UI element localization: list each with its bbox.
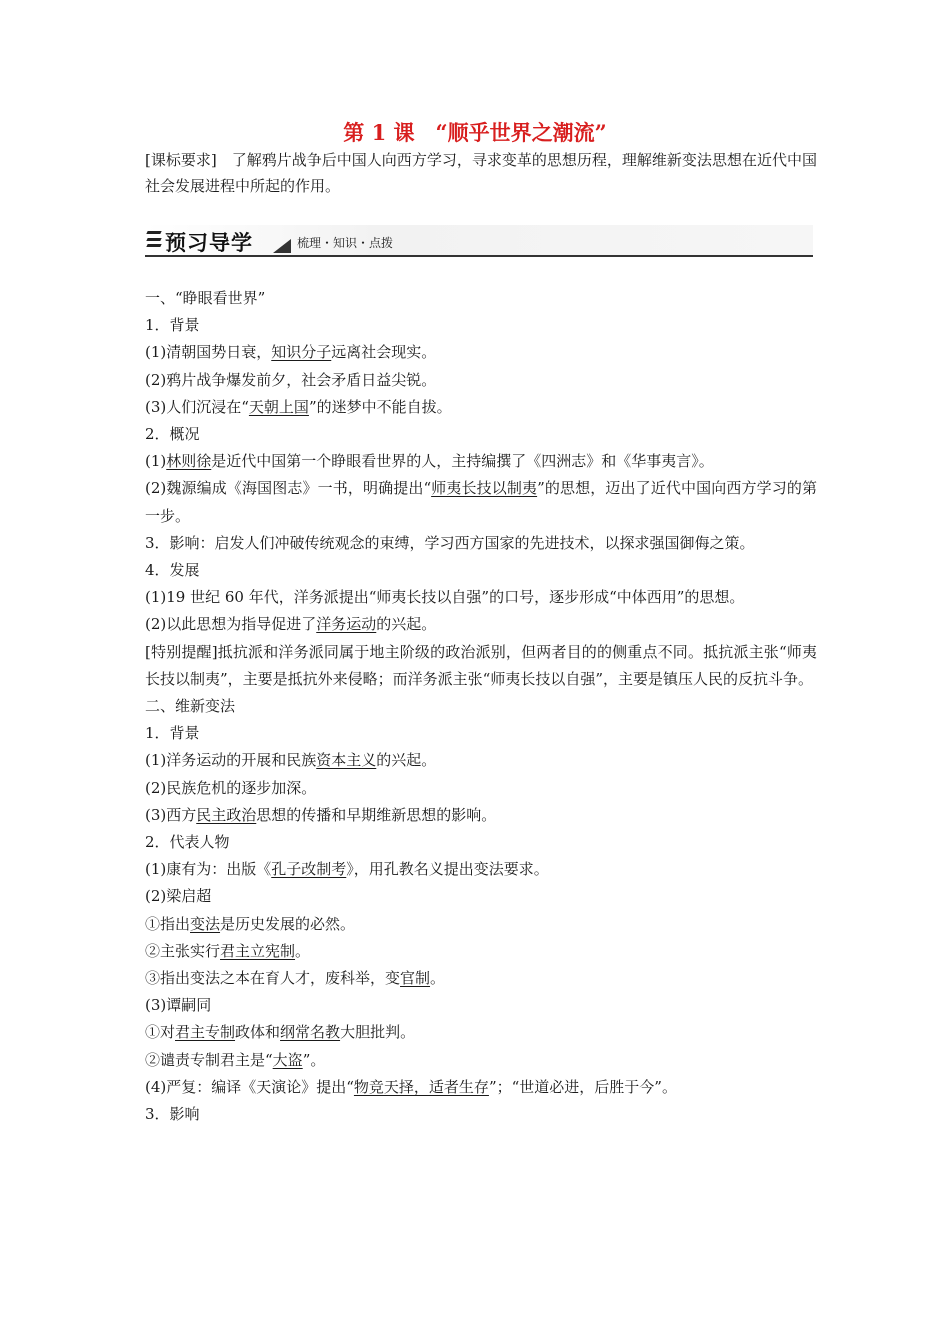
answer-blank: 洋务运动 (316, 615, 377, 634)
lesson-title: 第 1 课 “顺乎世界之潮流” (343, 120, 607, 145)
text-segment: 是近代中国第一个睁眼看世界的人，主持编撰了《四洲志》和《华事夷言》。 (211, 452, 714, 471)
text-segment: (2)魏源编成《海国图志》一书，明确提出“ (145, 479, 432, 498)
text-segment: 4．发展 (145, 561, 200, 580)
text-segment: (4)严复：编译《天演论》提出“ (145, 1077, 354, 1096)
curriculum-requirement (145, 147, 817, 199)
text-segment: 2．代表人物 (145, 833, 230, 852)
text-segment: ②谴责专制君主是“ (145, 1050, 273, 1069)
text-segment: 大胆批判。 (340, 1023, 416, 1042)
answer-blank: 纲常名教 (280, 1023, 341, 1042)
text-line (145, 1019, 817, 1046)
answer-blank: 官制 (400, 969, 431, 988)
answer-blank: 民主政治 (196, 805, 257, 824)
text-line (145, 611, 817, 638)
answer-blank: 师夷长技以制夷 (431, 479, 538, 498)
text-segment: 的兴起。 (376, 751, 437, 770)
text-line (145, 720, 817, 747)
answer-blank: 天朝上国 (248, 397, 309, 416)
text-segment: (2)民族危机的逐步加深。 (145, 778, 317, 797)
text-segment: [特别提醒]抵抗派和洋务派同属于地主阶级的政治派别，但两者目的的侧重点不同。抵抗派主张“师夷长技以制夷”，主要是抵抗外来侵略；而洋务派主张“师夷长技以自强”，主要是镇压人民的反抗斗争。 (145, 642, 817, 688)
text-segment: ②主张实行 (145, 941, 221, 960)
text-line (145, 448, 817, 475)
text-segment: (1)洋务运动的开展和民族 (145, 751, 317, 770)
text-line (145, 965, 817, 992)
text-segment: 思想的传播和早期维新思想的影响。 (256, 805, 497, 824)
text-line (145, 339, 817, 366)
text-line (145, 584, 817, 611)
text-segment: (3)人们沉浸在“ (145, 397, 249, 416)
text-line (145, 367, 817, 394)
answer-blank: 知识分子 (271, 343, 332, 362)
text-segment: ”的思想，迈出了近代中国向西方学习的第一步。 (145, 479, 817, 525)
text-line (145, 856, 817, 883)
text-line (145, 802, 817, 829)
text-segment: 3．影响 (145, 1105, 200, 1124)
text-line (145, 883, 817, 910)
text-segment: 2．概况 (145, 425, 200, 444)
text-segment: 。 (430, 969, 446, 988)
text-segment: 二、维新变法 (145, 697, 236, 716)
text-segment: ”；“世道必进，后胜于今”。 (488, 1077, 677, 1096)
answer-blank: 变法 (190, 914, 221, 933)
text-line (145, 639, 817, 693)
text-segment: (2)鸦片战争爆发前夕，社会矛盾日益尖锐。 (145, 370, 437, 389)
text-segment: 》，用孔教名义提出变法要求。 (346, 860, 549, 879)
text-segment: 3．影响：启发人们冲破传统观念的束缚，学习西方国家的先进技术，以探求强国御侮之策。 (145, 533, 755, 552)
banner-subtitle: 梳理・知识・点拨 (297, 236, 394, 250)
text-line (145, 421, 817, 448)
text-line (145, 312, 817, 339)
text-line (145, 1074, 817, 1101)
banner-stripes-icon (147, 231, 161, 247)
requirement-tag: [课标要求] (145, 151, 217, 169)
text-line (145, 285, 817, 312)
text-line (145, 829, 817, 856)
text-segment: ③指出变法之本在育人才，废科举，变 (145, 969, 401, 988)
text-line (145, 530, 817, 557)
text-segment: 的兴起。 (376, 615, 437, 634)
text-segment: (3)西方 (145, 805, 197, 824)
text-segment: (2)梁启超 (145, 887, 212, 906)
text-segment: 远离社会现实。 (331, 343, 437, 362)
text-segment: 1．背景 (145, 724, 200, 743)
banner-triangle-icon (273, 239, 291, 253)
text-line (145, 557, 817, 584)
text-line (145, 747, 817, 774)
answer-blank: 林则徐 (166, 452, 212, 471)
text-segment: (1)康有为：出版《 (145, 860, 272, 879)
text-segment: 政体和 (235, 1023, 281, 1042)
text-line (145, 693, 817, 720)
answer-blank: 物竞天择，适者生存 (353, 1077, 489, 1096)
text-line (145, 938, 817, 965)
text-line (145, 911, 817, 938)
text-segment: 1．背景 (145, 316, 200, 335)
answer-blank: 君主专制 (175, 1023, 236, 1042)
banner-title: 预习导学 (165, 231, 253, 255)
document-body (145, 285, 817, 1128)
answer-blank: 资本主义 (316, 751, 377, 770)
text-segment: (1)清朝国势日衰， (145, 343, 272, 362)
text-line (145, 475, 817, 529)
text-segment: (1)19 世纪 60 年代，洋务派提出“师夷长技以自强”的口号，逐步形成“中体西用”的思想。 (145, 588, 745, 607)
text-segment: ”。 (302, 1050, 326, 1069)
requirement-text: 了解鸦片战争后中国人向西方学习，寻求变革的思想历程，理解维新变法思想在近代中国社会发展进程中所起的作用。 (145, 151, 817, 195)
answer-blank: 君主立宪制 (220, 941, 296, 960)
answer-blank: 孔子改制考 (271, 860, 347, 879)
text-line (145, 992, 817, 1019)
text-segment: 。 (295, 941, 311, 960)
text-segment: 是历史发展的必然。 (220, 914, 356, 933)
text-segment: (3)谭嗣同 (145, 996, 212, 1015)
text-line (145, 394, 817, 421)
section-banner (145, 225, 813, 257)
text-segment: (1) (145, 452, 167, 471)
text-line (145, 1047, 817, 1074)
text-segment: ①对 (145, 1023, 176, 1042)
text-segment: 一、“睁眼看世界” (145, 289, 266, 307)
text-segment: ”的迷梦中不能自拔。 (308, 397, 452, 416)
text-segment: (2)以此思想为指导促进了 (145, 615, 317, 634)
text-line (145, 1101, 817, 1128)
answer-blank: 大盗 (272, 1050, 303, 1069)
text-segment: ①指出 (145, 914, 191, 933)
text-line (145, 775, 817, 802)
